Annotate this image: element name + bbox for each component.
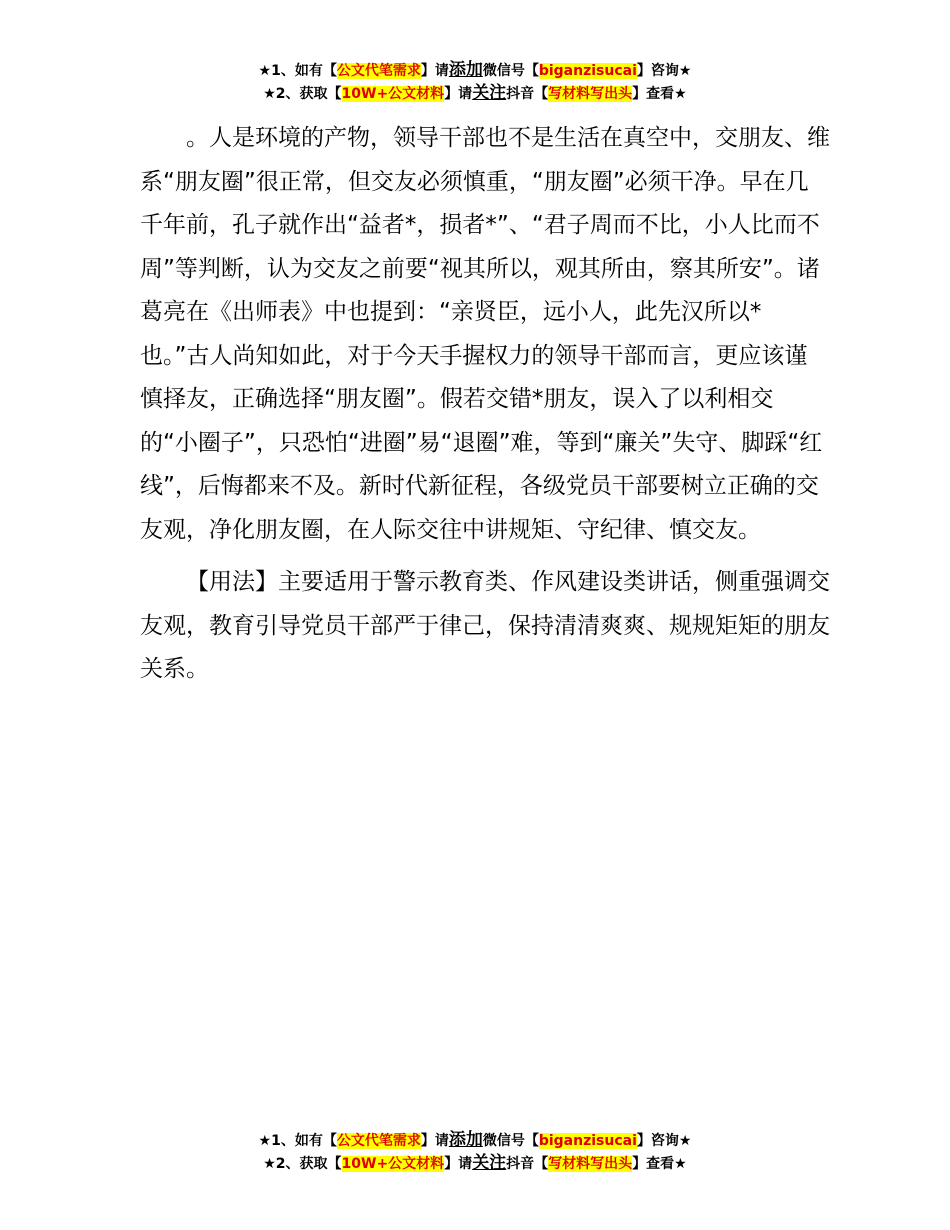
banner-douyin-account: 写材料写出头 — [548, 86, 633, 102]
banner-text: 抖音【 — [506, 1156, 549, 1172]
banner-highlight: 公文代笔需求 — [336, 63, 421, 79]
banner-line-1 — [0, 59, 950, 82]
banner-text: ★1、如有【 — [258, 1133, 337, 1149]
banner-text: 微信号【 — [482, 63, 539, 79]
banner-text: ★1、如有【 — [258, 63, 337, 79]
banner-line-2 — [0, 1152, 950, 1175]
header-banner — [0, 59, 950, 105]
document-body — [140, 117, 830, 692]
banner-wechat-id: biganzisucai — [538, 1133, 637, 1149]
banner-line-1 — [0, 1129, 950, 1152]
banner-emphasis: 关注 — [472, 83, 507, 103]
footer-banner — [0, 1129, 950, 1175]
banner-text: 微信号【 — [482, 1133, 539, 1149]
banner-text: 】查看★ — [632, 1156, 687, 1172]
banner-emphasis: 添加 — [448, 60, 483, 80]
banner-highlight: 公文代笔需求 — [336, 1133, 421, 1149]
banner-text: 】咨询★ — [636, 63, 692, 79]
banner-text: 】咨询★ — [636, 1133, 692, 1149]
banner-wechat-id: biganzisucai — [538, 63, 637, 79]
banner-highlight: 10W+公文材料 — [341, 86, 445, 102]
body-paragraph-usage: 【用法】主要适用于警示教育类、作风建设类讲话，侧重强调交友观，教育引导党员干部严于律己，保持清清爽爽、规规矩矩的朋友关系。 — [140, 569, 830, 682]
banner-text: ★2、获取【 — [263, 86, 342, 102]
banner-text: 】查看★ — [632, 86, 687, 102]
banner-highlight: 10W+公文材料 — [341, 1156, 445, 1172]
banner-line-2 — [0, 82, 950, 105]
banner-emphasis: 添加 — [448, 1130, 483, 1150]
banner-text: 】请 — [444, 86, 473, 102]
banner-text: 】请 — [420, 63, 449, 79]
banner-text: ★2、获取【 — [263, 1156, 342, 1172]
banner-text: 抖音【 — [506, 86, 549, 102]
banner-emphasis: 关注 — [472, 1153, 507, 1173]
banner-text: 】请 — [420, 1133, 449, 1149]
banner-text: 】请 — [444, 1156, 473, 1172]
body-paragraph-1: 。人是环境的产物，领导干部也不是生活在真空中，交朋友、维系“朋友圈”很正常，但交友必须慎重，“朋友圈”必须干净。早在几千年前，孔子就作出“益者*，损者*”、“君子周而不比，小人比而不周”等判断，认为交友之前要“视其所以，观其所由，察其所安”。诸葛亮在《出师表》中也提到：“亲贤臣，远小人，此先汉所以*也。”古人尚知如此，对于今天手握权力的领导干部而言，更应该谨慎择友，正确选择“朋友圈”。假若交错*朋友，误入了以利相交的“小圈子”，只恐怕“进圈”易“退圈”难，等到“廉关”失守、脚踩“红线”，后悔都来不及。新时代新征程，各级党员干部要树立正确的交友观，净化朋友圈，在人际交往中讲规矩、守纪律、慎交友。 — [140, 125, 830, 543]
banner-douyin-account: 写材料写出头 — [548, 1156, 633, 1172]
